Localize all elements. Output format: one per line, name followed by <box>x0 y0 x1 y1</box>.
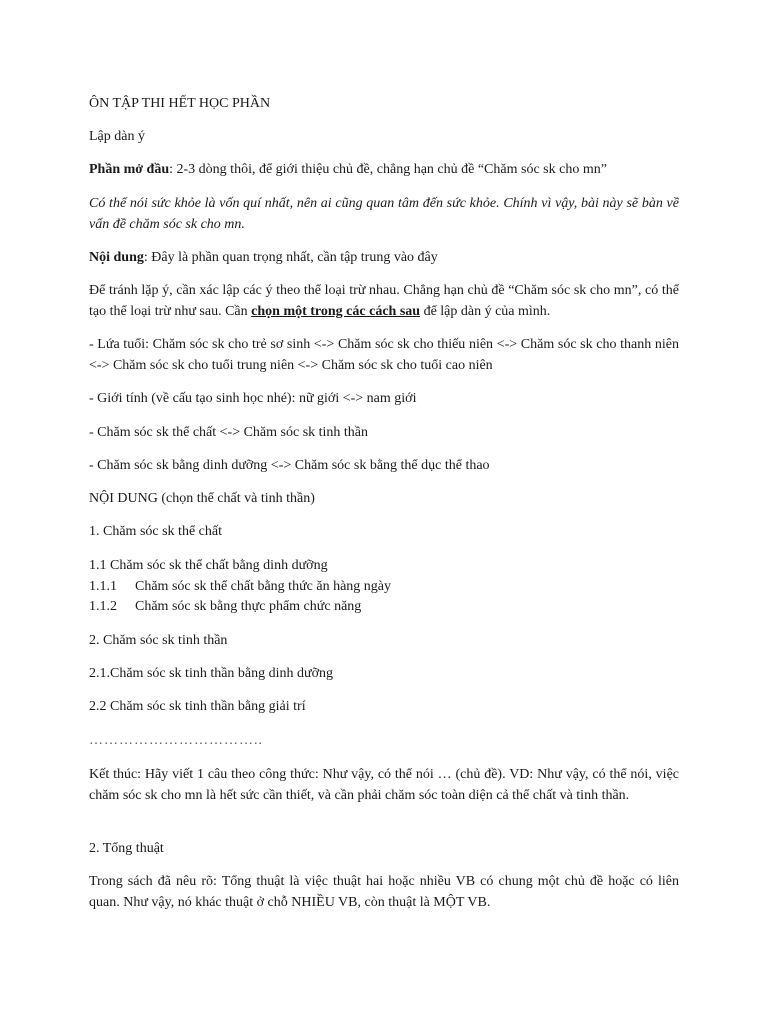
outline-section-1-1-2 <box>89 596 679 617</box>
outline-number: 1.1.1 <box>89 579 117 594</box>
intro-heading: Phần mở đầu <box>89 162 170 177</box>
avoid-text-after: để lập dàn ý của mình. <box>420 304 551 319</box>
gender-item: - Giới tính (về cấu tạo sinh học nhé): nữ giới <-> nam giới <box>89 391 417 406</box>
avoid-text-before: Để tránh lặp ý, cần xác lập các ý theo thể loại trừ nhau. Chẳng hạn chủ đề “Chăm sóc sk cho mn”, có thể tạo thể loại trừ như sau. Cần <box>89 283 679 319</box>
age-item: - Lứa tuổi: Chăm sóc sk cho trẻ sơ sinh <-> Chăm sóc sk cho thiếu niên <-> Chăm sóc sk cho thanh niên <-> Chăm sóc sk cho tuổi trung niên <-> Chăm sóc sk cho tuổi cao niên <box>89 337 679 373</box>
ellipsis-separator: …………………………….. <box>89 733 263 748</box>
content-heading: Nội dung <box>89 250 144 265</box>
outline-section-1-1: 1.1 Chăm sóc sk thể chất bằng dinh dưỡng <box>89 558 328 573</box>
content-heading-2: NỘI DUNG (chọn thể chất và tinh thần) <box>89 491 315 506</box>
outline-section-2-2: 2.2 Chăm sóc sk tinh thần bằng giải trí <box>89 699 306 714</box>
content-text: : Đây là phần quan trọng nhất, cần tập trung vào đây <box>143 250 438 265</box>
outline-section-2-1: 2.1.Chăm sóc sk tinh thần bằng dinh dưỡng <box>89 666 334 681</box>
physical-mental-item: - Chăm sóc sk thể chất <-> Chăm sóc sk tinh thần <box>89 425 369 440</box>
conclusion-paragraph: Kết thúc: Hãy viết 1 câu theo công thức: Như vậy, có thể nói … (chủ đề). VD: Như vậy, có thể nói, việc chăm sóc sk cho mn là hết sức cần thiết, và cần phải chăm sóc toàn diện cả thể chất và tinh thần. <box>89 767 679 803</box>
section-2-title: 2. Tổng thuật <box>89 841 164 856</box>
outline-label: Lập dàn ý <box>89 129 145 144</box>
outline-section-1: 1. Chăm sóc sk thể chất <box>89 524 222 539</box>
intro-text: : 2-3 dòng thôi, để giới thiệu chủ đề, chẳng hạn chủ đề “Chăm sóc sk cho mn” <box>169 162 607 177</box>
outline-section-1-1-1 <box>89 576 679 597</box>
content-paragraph <box>89 247 679 268</box>
outline-text: Chăm sóc sk thể chất bằng thức ăn hàng ngày <box>135 579 392 594</box>
section-2-paragraph: Trong sách đã nêu rõ: Tổng thuật là việc thuật hai hoặc nhiều VB có chung một chủ đề hoặc có liên quan. Như vậy, nó khác thuật ở chỗ NHIỀU VB, còn thuật là MỘT VB. <box>89 874 679 910</box>
outline-section-2: 2. Chăm sóc sk tinh thần <box>89 633 228 648</box>
outline-number: 1.1.2 <box>89 599 117 614</box>
nutrition-sport-item: - Chăm sóc sk bằng dinh dưỡng <-> Chăm sóc sk bằng thể dục thể thao <box>89 458 490 473</box>
document-title: ÔN TẬP THI HẾT HỌC PHẦN <box>89 96 271 111</box>
avoid-repetition-paragraph <box>89 280 679 322</box>
avoid-emphasis: chọn một trong các cách sau <box>251 304 421 319</box>
intro-example: Có thể nói sức khỏe là vốn quí nhất, nên ai cũng quan tâm đến sức khỏe. Chính vì vậy, bài này sẽ bàn về vấn đề chăm sóc sk cho mn. <box>89 196 679 232</box>
intro-paragraph <box>89 159 679 180</box>
outline-text: Chăm sóc sk bằng thực phẩm chức năng <box>135 599 362 614</box>
